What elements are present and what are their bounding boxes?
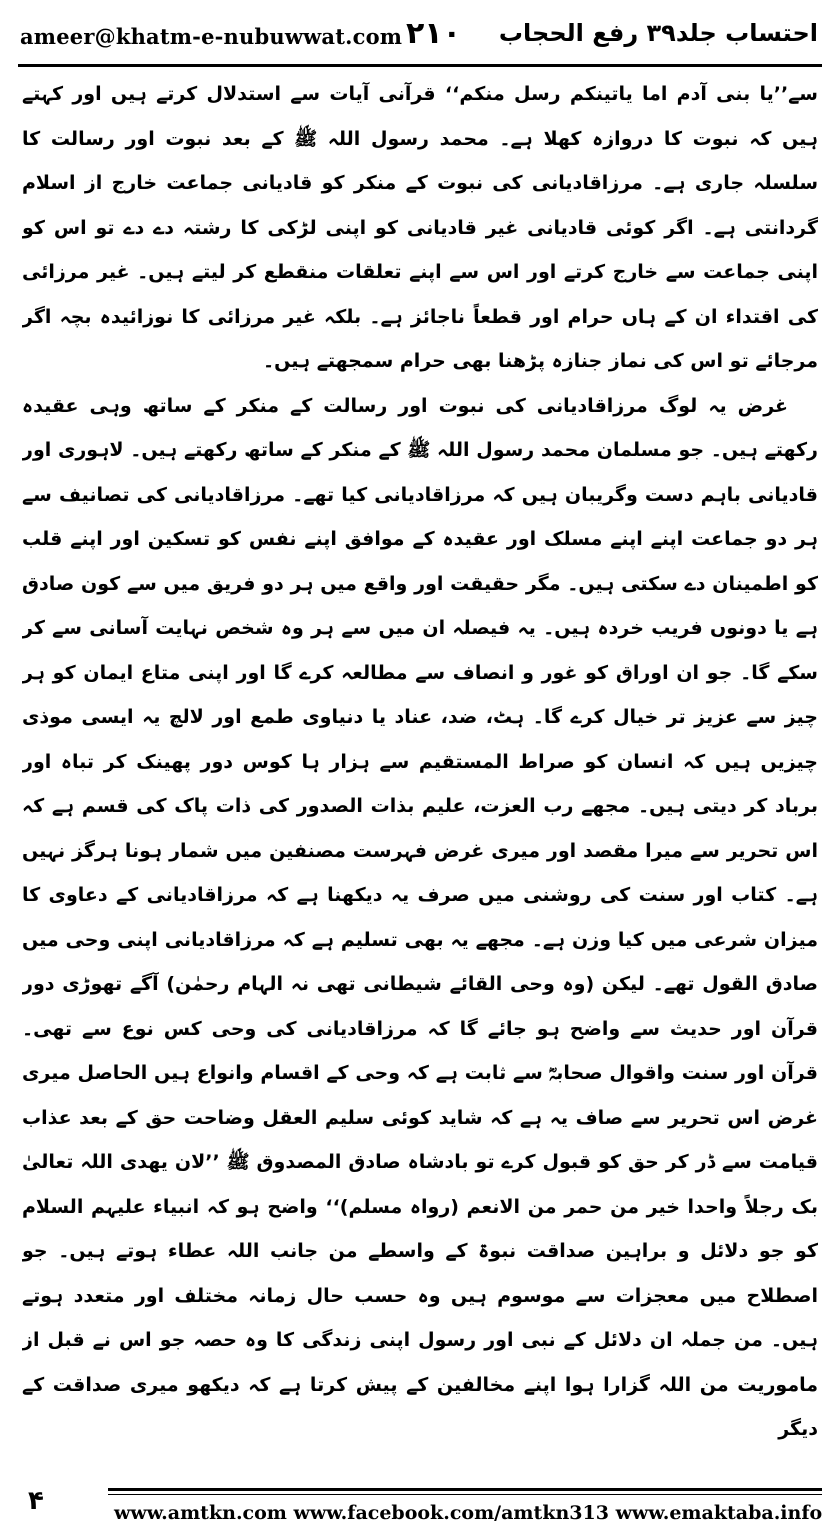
footer-divider <box>108 1488 822 1491</box>
header-page-number: ۲۱۰ <box>406 16 461 51</box>
footer-divider-thin <box>108 1494 822 1495</box>
paragraph-1: سے’’یا بنی آدم اما یاتینکم رسل منکم‘‘ قرآنی آیات سے استدلال کرتے ہیں اور کہتے ہیں کہ نبوت کا دروازہ کھلا ہے۔ محمد رسول اللہ ﷺ کے بعد نبوت اور رسالت کا سلسلہ جاری ہے۔ مرزاقادیانی کی نبوت کے منکر کو قادیانی جماعت خارج از اسلام گردانتی ہے۔ اگر کوئی قادیانی غیر قادیانی کو اپنی لڑکی کا رشتہ دے دے تو اس کو اپنی جماعت سے خارج کرتے اور اس سے اپنے تعلقات منقطع کر لیتے ہیں۔ غیر مرزائی کی اقتداء ان کے ہاں حرام اور قطعاً ناجائز ہے۔ بلکہ غیر مرزائی کا نوزائیدہ بچہ اگر مرجائے تو اس کی نماز جنازہ پڑھنا بھی حرام سمجھتے ہیں۔ <box>22 83 818 372</box>
header-book-title: احتساب جلد۳۹ رفع الحجاب <box>498 19 818 47</box>
header-divider <box>18 64 822 67</box>
body-text <box>22 72 818 1462</box>
footer-website-links: www.amtkn.com www.facebook.com/amtkn313 www.emaktaba.info <box>114 1502 823 1524</box>
header-email: ameer@khatm-e-nubuwwat.com <box>20 24 403 49</box>
page-header <box>18 14 822 58</box>
footer-page-number: ۴ <box>28 1486 44 1516</box>
paragraph-2: غرض یہ لوگ مرزاقادیانی کی نبوت اور رسالت کے منکر کے ساتھ وہی عقیدہ رکھتے ہیں۔ جو مسلمان محمد رسول اللہ ﷺ کے منکر کے ساتھ رکھتے ہیں۔ لاہوری اور قادیانی باہم دست وگریبان ہیں کہ مرزاقادیانی کیا تھے۔ مرزاقادیانی کی تصانیف سے ہر دو جماعت اپنے اپنے مسلک اور عقیدہ کے موافق اپنے نفس کو تسکین اور اپنے قلب کو اطمینان دے سکتی ہیں۔ مگر حقیقت اور واقع میں ہر دو فریق میں سے کون صادق ہے یا دونوں فریب خردہ ہیں۔ یہ فیصلہ ان میں سے ہر وہ شخص نہایت آسانی سے کر سکے گا۔ جو ان اوراق کو غور و انصاف سے مطالعہ کرے گا اور اپنی متاع ایمان کو ہر چیز سے عزیز تر خیال کرے گا۔ ہٹ، ضد، عناد یا دنیاوی طمع اور لالچ یہ ایسی موذی چیزیں ہیں کہ انسان کو صراط المستقیم سے ہزار ہا کوس دور پھینک کر تباہ اور برباد کر دیتی ہیں۔ مجھے رب العزت، علیم بذات الصدور کی ذات پاک کی قسم ہے کہ اس تحریر سے میرا مقصد اور میری غرض فہرست مصنفین میں شمار ہونا ہرگز نہیں ہے۔ کتاب اور سنت کی روشنی میں صرف یہ دیکھنا ہے کہ مرزاقادیانی کے دعاوی کا میزان شرعی میں کیا وزن ہے۔ مجھے یہ بھی تسلیم ہے کہ مرزاقادیانی اپنی وحی میں صادق القول تھے۔ لیکن (وہ وحی القائے شیطانی تھی نہ الہام رحمٰن) آگے تھوڑی دور قرآن اور حدیث سے واضح ہو جائے گا کہ مرزاقادیانی کی وحی کس نوع سے تھی۔ قرآن اور سنت واقوال صحابہؓ سے ثابت ہے کہ وحی کے اقسام وانواع ہیں الحاصل میری غرض اس تحریر سے صاف یہ ہے کہ شاید کوئی سلیم العقل وضاحت حق کے بعد عذاب قیامت سے ڈر کر حق کو قبول کرے تو بادشاہ صادق المصدوق ﷺ ’’لان یھدی اللہ تعالیٰ بک رجلاً واحدا خیر من حمر من الانعم (رواہ مسلم)‘‘ واضح ہو کہ انبیاء علیہم السلام کو جو دلائل و براہین صداقت نبوۃ کے واسطے من جانب اللہ عطاء ہوتے ہیں۔ جو اصطلاح میں معجزات سے موسوم ہیں وہ حسب حال زمانہ مختلف اور متعدد ہوتے ہیں۔ من جملہ ان دلائل کے نبی اور رسول اپنی زندگی کا وہ حصہ جو اس نے قبل از ماموریت من اللہ گزارا ہوا اپنے مخالفین کے پیش کرتا ہے کہ دیکھو میری صداقت کے دیگر <box>22 394 818 1440</box>
page-footer <box>18 1488 822 1532</box>
